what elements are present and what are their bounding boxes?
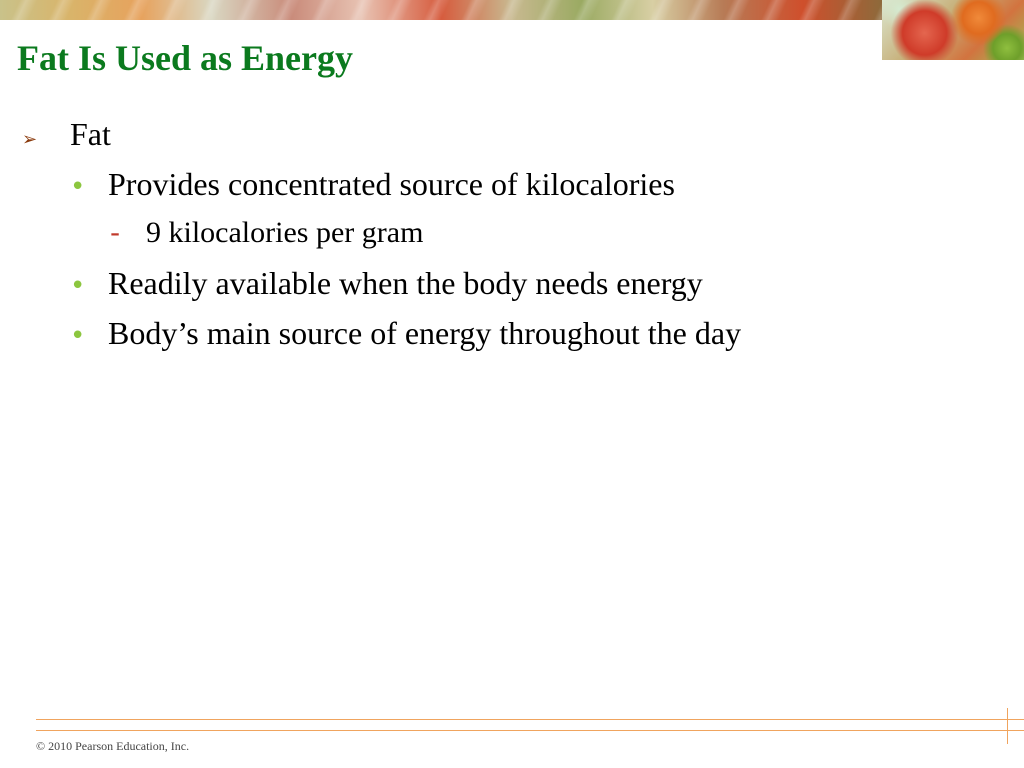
bullet-level3-kcal-per-gram <box>110 216 423 250</box>
bullet-text: Fat <box>70 116 111 152</box>
bullet-level2-readily-available <box>70 265 703 302</box>
bullet-text: Provides concentrated source of kilocalories <box>108 166 675 202</box>
copyright-notice: © 2010 Pearson Education, Inc. <box>36 739 190 753</box>
arrow-bullet-icon: ➢ <box>22 129 38 150</box>
dot-bullet-icon: • <box>70 271 86 301</box>
header-food-photo <box>882 0 1024 60</box>
footer-divider-top <box>36 719 1024 720</box>
footer-divider-bottom <box>36 730 1024 731</box>
slide-title: Fat Is Used as Energy <box>17 38 354 78</box>
bullet-text: Body’s main source of energy throughout the day <box>108 315 742 351</box>
bullet-level1-fat <box>22 116 111 153</box>
dot-bullet-icon: • <box>70 321 86 351</box>
dash-bullet-icon: - <box>110 216 121 249</box>
header-banner-image <box>0 0 882 20</box>
bullet-text: 9 kilocalories per gram <box>146 216 424 249</box>
bullet-level2-main-source <box>70 315 741 352</box>
dot-bullet-icon: • <box>70 172 86 202</box>
footer-tick-mark <box>1007 708 1008 744</box>
bullet-level2-concentrated-source <box>70 166 675 203</box>
bullet-text: Readily available when the body needs energy <box>108 265 703 301</box>
